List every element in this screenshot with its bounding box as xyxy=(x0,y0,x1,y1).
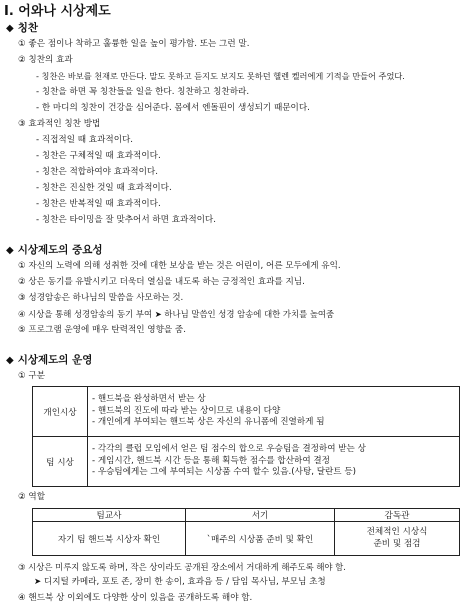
operation-roles-label: ② 역할 xyxy=(18,492,46,502)
roles-header: 서기 xyxy=(186,509,335,522)
roles-cell: `매주의 시상품 준비 및 확인 xyxy=(186,522,335,556)
kind-label: 팀 시상 xyxy=(33,437,88,487)
importance-item: ③ 성경암송은 하나님의 말씀을 사모하는 것. xyxy=(18,293,184,303)
roles-cell-line: 준비 및 점검 xyxy=(373,538,421,549)
kind-line: - 각각의 클럽 모임에서 얻은 팀 점수의 합으로 우승팀을 결정하여 받는 상 xyxy=(92,444,366,455)
praise-item: - 칭찬은 진실한 것일 때 효과적이다. xyxy=(36,183,172,193)
kind-label: 개인시상 xyxy=(33,387,88,437)
roles-table xyxy=(32,508,460,556)
praise-item: - 칭찬은 반복적일 때 효과적이다. xyxy=(36,199,161,209)
table-row xyxy=(33,522,460,556)
kind-description xyxy=(88,437,460,487)
kind-line: - 우승팀에게는 그에 부여되는 시상품 수여 할수 있음.(사탕, 달란트 등) xyxy=(92,467,356,478)
kind-line: - 핸드북을 완성하면서 받는 상 xyxy=(92,394,206,405)
roles-header: 감독관 xyxy=(335,509,460,522)
importance-item: ⑤ 프로그램 운영에 매우 탄력적인 영향을 줌. xyxy=(18,325,186,335)
praise-item: - 칭찬은 바보를 천재로 만든다. 말도 못하고 듣지도 보지도 못하던 헬렌 켈러에게 기적을 만들어 주었다. xyxy=(36,71,405,81)
diamond-bullet-icon: ◆ xyxy=(6,245,14,256)
praise-item: ① 좋은 점이나 착하고 훌륭한 일을 높이 평가함. 또는 그런 말. xyxy=(18,39,250,49)
operation-kinds-label: ① 구분 xyxy=(18,371,46,381)
operation-note: ➤ 디지털 카메라, 포토 존, 장미 한 송이, 효과음 등 / 담임 목사님, 부모님 초청 xyxy=(34,577,326,587)
praise-item: ② 칭찬의 효과 xyxy=(18,55,73,65)
praise-item: - 칭찬은 적합하여야 효과적이다. xyxy=(36,167,158,177)
importance-item: ① 자신의 노력에 의해 성취한 것에 대한 보상을 받는 것은 어린이, 어른 모두에게 유익. xyxy=(18,261,341,271)
diamond-bullet-icon: ◆ xyxy=(6,23,14,34)
roles-cell: 자기 팀 핸드북 시상자 확인 xyxy=(33,522,186,556)
operation-note: ③ 시상은 미루지 않도록 하며, 작은 상이라도 공개된 장소에서 거대하게 해주도록 해야 함. xyxy=(18,562,346,572)
praise-item: - 칭찬을 하면 꼭 칭찬들을 일을 한다. 칭찬하고 칭찬하라. xyxy=(36,87,250,97)
diamond-bullet-icon: ◆ xyxy=(6,355,14,366)
roles-cell-line: 전체적인 시상식 xyxy=(366,526,428,537)
page-title: I. 어와나 시상제도 xyxy=(4,4,111,19)
kind-line: - 핸드북의 진도에 따라 받는 상이므로 내용이 다양 xyxy=(92,405,281,416)
section-heading-praise: ◆ 칭찬 xyxy=(6,22,38,34)
roles-cell xyxy=(335,522,460,556)
table-row xyxy=(33,509,460,522)
table-row xyxy=(33,437,460,487)
praise-item: - 한 마디의 칭찬이 건강을 심어준다. 몸에서 엔돌핀이 생성되기 때문이다. xyxy=(36,103,310,113)
section-heading-operation: ◆ 시상제도의 운영 xyxy=(6,354,93,366)
kind-description xyxy=(88,387,460,437)
section-heading-importance: ◆ 시상제도의 중요성 xyxy=(6,244,103,256)
award-kinds-table xyxy=(32,386,460,487)
kind-line: - 개인에게 부여되는 핸드북 상은 자신의 유니폼에 진열하게 됨 xyxy=(92,417,325,428)
importance-item: ④ 시상을 통해 성경암송의 동기 부여 ➤ 하나님 말씀인 성경 암송에 대한 가치를 높여줌 xyxy=(18,309,335,319)
operation-note: ④ 핸드북 상 이외에도 다양한 상이 있음을 공개하도록 해야 함. xyxy=(18,593,253,603)
kind-line: - 게임시간, 핸드북 시간 등을 통해 획득한 점수를 합산하여 결정 xyxy=(92,455,330,466)
roles-header: 팀교사 xyxy=(33,509,186,522)
praise-item: - 직접적일 때 효과적이다. xyxy=(36,135,134,145)
praise-item: - 칭찬은 구체적일 때 효과적이다. xyxy=(36,151,161,161)
praise-item: - 칭찬은 타이밍을 잘 맞추어서 하면 효과적이다. xyxy=(36,215,216,225)
praise-item: ③ 효과적인 칭찬 방법 xyxy=(18,119,101,129)
importance-item: ② 상은 동기를 유발시키고 더욱더 열심을 내도록 하는 긍정적인 효과를 지님. xyxy=(18,277,305,287)
table-row xyxy=(33,387,460,437)
